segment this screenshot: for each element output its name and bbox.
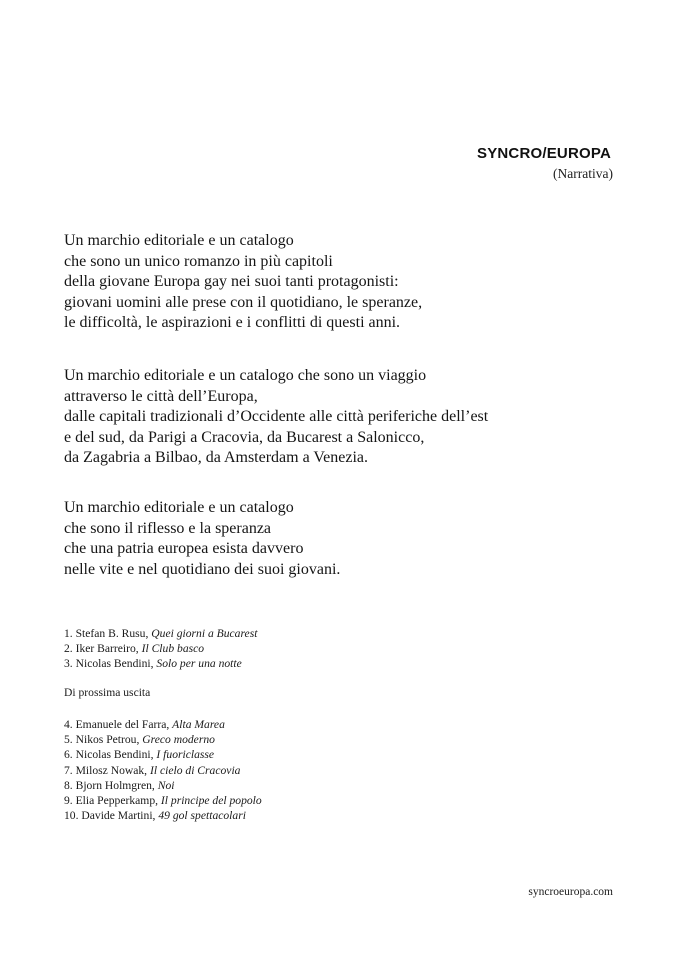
- list-item: [64, 763, 262, 778]
- book-title: Greco moderno: [142, 733, 215, 747]
- paragraph-line: Un marchio editoriale e un catalogo: [64, 499, 294, 516]
- genre-label: (Narrativa): [553, 166, 613, 181]
- paragraph-line: della giovane Europa gay nei suoi tanti protagonisti:: [64, 273, 399, 290]
- paragraph-line: Un marchio editoriale e un catalogo che sono un viaggio: [64, 367, 427, 384]
- book-author: 7. Milosz Nowak,: [64, 763, 150, 777]
- paragraph-line: giovani uomini alle prese con il quotidiano, le speranze,: [64, 293, 423, 311]
- paragraph-line: e del sud, da Parigi a Cracovia, da Bucarest a Salonicco,: [64, 428, 425, 446]
- website-url: syncroeuropa.com: [528, 886, 613, 898]
- book-title: I fuoriclasse: [156, 748, 215, 762]
- list-item: [64, 717, 262, 732]
- paragraph-line: dalle capitali tradizionali d’Occidente alle città periferiche dell’est: [64, 408, 489, 425]
- book-title: Il Club basco: [141, 642, 205, 656]
- paragraph-line: attraverso le città dell’Europa,: [64, 387, 258, 405]
- paragraph-line: che sono il riflesso e la speranza: [64, 519, 272, 537]
- list-item: [64, 656, 257, 671]
- book-author: 4. Emanuele del Farra,: [64, 718, 173, 731]
- paragraph-line: le difficoltà, le aspirazioni e i conflitti di questi anni.: [64, 314, 401, 331]
- paragraph-line: che una patria europea esista davvero: [64, 540, 304, 557]
- list-item: [64, 778, 262, 793]
- paragraph-line: nelle vite e nel quotidiano dei suoi giovani.: [64, 560, 341, 578]
- upcoming-titles-list: [64, 717, 262, 823]
- brand-title: SYNCRO/EUROPA: [476, 145, 611, 162]
- list-item: [64, 641, 257, 656]
- list-item: [64, 626, 257, 641]
- book-author: 10. Davide Martini,: [64, 809, 159, 823]
- book-author: 2. Iker Barreiro,: [64, 642, 142, 656]
- book-author: 3. Nicolas Bendini,: [64, 657, 157, 671]
- intro-paragraph-3: [64, 498, 644, 580]
- intro-paragraph-1: [64, 231, 644, 334]
- published-titles-list: [64, 626, 257, 672]
- list-item: [64, 732, 262, 747]
- paragraph-line: che sono un unico romanzo in più capitoli: [64, 252, 333, 270]
- book-title: Alta Marea: [172, 718, 225, 731]
- upcoming-heading: Di prossima uscita: [64, 686, 151, 699]
- book-title: Il cielo di Cracovia: [149, 763, 241, 777]
- book-author: 6. Nicolas Bendini,: [64, 748, 157, 762]
- book-title: Solo per una notte: [156, 657, 242, 671]
- book-title: Noi: [157, 778, 175, 792]
- book-author: 5. Nikos Petrou,: [64, 733, 143, 747]
- book-author: 9. Elia Pepperkamp,: [64, 794, 161, 808]
- book-author: 8. Bjorn Holmgren,: [64, 778, 158, 792]
- paragraph-line: da Zagabria a Bilbao, da Amsterdam a Venezia.: [64, 449, 369, 466]
- intro-paragraph-2: [64, 366, 644, 469]
- book-author: 1. Stefan B. Rusu,: [64, 627, 152, 640]
- book-title: Quei giorni a Bucarest: [151, 627, 258, 640]
- list-item: [64, 808, 262, 823]
- list-item: [64, 747, 262, 762]
- book-title: 49 gol spettacolari: [158, 809, 246, 823]
- paragraph-line: Un marchio editoriale e un catalogo: [64, 232, 294, 249]
- list-item: [64, 793, 262, 808]
- book-title: Il principe del popolo: [160, 794, 262, 808]
